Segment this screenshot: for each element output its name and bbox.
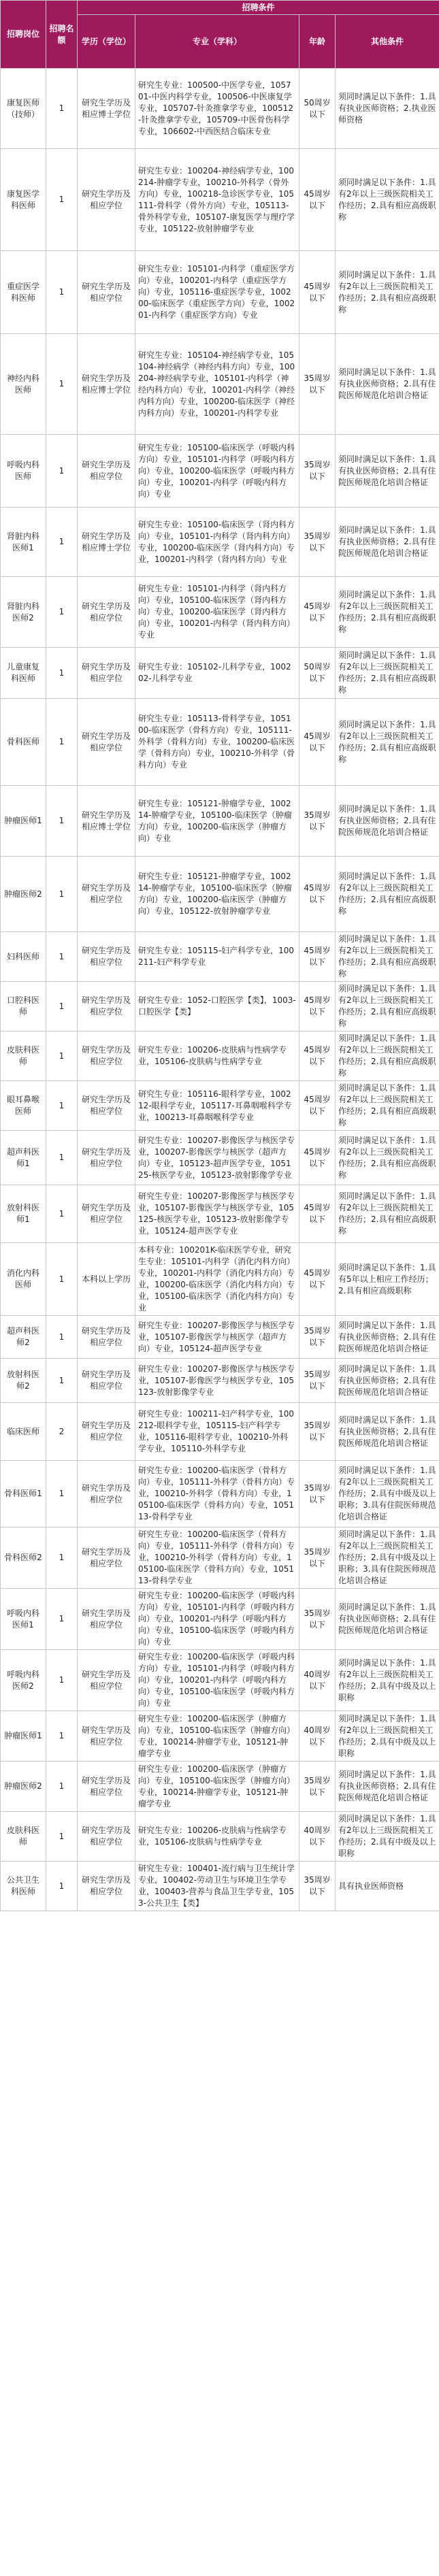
- cell-age: 35周岁以下: [299, 786, 336, 857]
- cell-age: 40周岁以下: [299, 1711, 336, 1762]
- cell-age: 35周岁以下: [299, 334, 336, 435]
- cell-other: 须同时满足以下条件：1.具有执业医师资格；2.执业医师资格: [336, 69, 439, 149]
- cell-other: 须同时满足以下条件：1.具有执业医师资格；2.具有住院医师规范化培训合格证: [336, 1359, 439, 1403]
- cell-other: 须同时满足以下条件：1.具有2年以上三级医院相关工作经历；2.具有中级及以上职称: [336, 1812, 439, 1862]
- cell-major: 研究生专业：105102-儿科学专业，100202-儿科学专业: [135, 648, 299, 699]
- cell-other: 须同时满足以下条件：1.具有执业医师资格；2.具有住院医师规范化培训合格证: [336, 334, 439, 435]
- cell-other: 须同时满足以下条件：1.具有5年以上相应工作经历；2.具有相应高级职称: [336, 1243, 439, 1316]
- table-row: [1, 577, 439, 648]
- cell-age: 35周岁以下: [299, 1359, 336, 1403]
- cell-post: 呼吸内科医师1: [1, 1589, 46, 1650]
- cell-edu: 研究生学历及相应学位: [78, 251, 135, 334]
- cell-major: 研究生专业：100200-临床医学（呼吸内科方向）专业，105101-内科学（呼吸内科方向）专业，100201-内科学（呼吸内科方向）专业，105100-临床医学（呼吸内科方向）专业: [135, 1650, 299, 1711]
- cell-edu: 研究生学历及相应学位: [78, 699, 135, 786]
- cell-edu: 研究生学历及相应学位: [78, 1316, 135, 1359]
- cell-count: 1: [46, 334, 78, 435]
- table-row: [1, 1862, 439, 1911]
- cell-other: 须同时满足以下条件：1.具有执业医师资格；2.具有住院医师规范化培训合格证: [336, 1403, 439, 1461]
- cell-age: 50周岁以下: [299, 69, 336, 149]
- cell-count: 1: [46, 1359, 78, 1403]
- cell-count: 2: [46, 1403, 78, 1461]
- cell-post: 骨科医师: [1, 699, 46, 786]
- cell-count: 1: [46, 857, 78, 932]
- cell-other: 须同时满足以下条件：1.具有2年以上三级医院相关工作经历；2.具有相应高级职称: [336, 1131, 439, 1185]
- cell-major: 研究生专业：100204-神经病学专业，100214-肿瘤学专业，100210-外科学（骨外方向）专业，100218-急诊医学专业，105111-骨科学（骨外方向）专业，105113-骨外科学专业，105107-康复医学与理疗学专业，105122-放射肿瘤学专业: [135, 149, 299, 251]
- table-row: [1, 149, 439, 251]
- cell-major: 研究生专业：100207-影像医学与核医学专业，105107-影像医学与核医学（超声方向）专业，105124-超声医学专业: [135, 1316, 299, 1359]
- cell-post: 放射科医师1: [1, 1185, 46, 1243]
- table-body: [1, 69, 439, 1911]
- table-row: [1, 334, 439, 435]
- table-row: [1, 1762, 439, 1812]
- cell-edu: 研究生学历及相应学位: [78, 1131, 135, 1185]
- cell-post: 皮肤科医师: [1, 1031, 46, 1081]
- cell-count: 1: [46, 1862, 78, 1911]
- cell-major: 研究生专业：100207-影像医学与核医学专业，105107-影像医学与核医学专业，105123-放射影像学专业: [135, 1359, 299, 1403]
- cell-major: 研究生专业：105100-临床医学（呼吸内科方向）专业，105101-内科学（呼吸内科方向）专业，100200-临床医学（呼吸内科方向）专业，100201-内科学（呼吸内科方向）专业: [135, 435, 299, 508]
- cell-major: 研究生专业：105113-骨科学专业，105100-临床医学（骨科方向）专业，105111-外科学（骨科方向）专业，100200-临床医学（骨科方向）专业，100210-外科学（骨科方向）专业: [135, 699, 299, 786]
- header-age: 年龄: [299, 15, 336, 69]
- cell-age: 45周岁以下: [299, 857, 336, 932]
- cell-age: 35周岁以下: [299, 1862, 336, 1911]
- cell-major: 研究生专业：105115-妇产科学专业，100211-妇产科学专业: [135, 932, 299, 982]
- cell-count: 1: [46, 149, 78, 251]
- cell-post: 妇科医师: [1, 932, 46, 982]
- cell-post: 消化内科医师: [1, 1243, 46, 1316]
- cell-other: 须同时满足以下条件：1.具有2年以上三级医院相关工作经历；2.具有中级及以上职称: [336, 1650, 439, 1711]
- table-row: [1, 648, 439, 699]
- cell-age: 45周岁以下: [299, 1031, 336, 1081]
- cell-major: 研究生专业：100200-临床医学（肿瘤方向）专业，105100-临床医学（肿瘤方向）专业，100214-肿瘤学专业，105121-肿瘤学专业: [135, 1762, 299, 1812]
- cell-count: 1: [46, 508, 78, 577]
- cell-age: 35周岁以下: [299, 508, 336, 577]
- cell-major: 研究生专业：105116-眼科学专业，100212-眼科学专业，105117-耳鼻咽喉科学专业，100213-耳鼻咽喉科学专业: [135, 1081, 299, 1131]
- cell-edu: 研究生学历及相应学位: [78, 1762, 135, 1812]
- header-row-1: [1, 1, 439, 15]
- cell-major: 研究生专业：100207-影像医学与核医学专业，100207-影像医学与核医学（超声方向）专业，105123-超声医学专业，105125-核医学专业，105123-放射影像学专业: [135, 1131, 299, 1185]
- table-row: [1, 1131, 439, 1185]
- cell-edu: 研究生学历及相应学位: [78, 1081, 135, 1131]
- cell-edu: 研究生学历及相应学位: [78, 1862, 135, 1911]
- cell-age: 45周岁以下: [299, 1131, 336, 1185]
- cell-count: 1: [46, 932, 78, 982]
- cell-major: 研究生专业：100401-流行病与卫生统计学专业，100402-劳动卫生与环境卫生学专业，100403-营养与食品卫生学专业，1053-公共卫生【类】: [135, 1862, 299, 1911]
- cell-count: 1: [46, 648, 78, 699]
- cell-post: 肾脏内科医师2: [1, 577, 46, 648]
- cell-post: 超声科医师1: [1, 1131, 46, 1185]
- cell-post: 肿瘤医师1: [1, 786, 46, 857]
- cell-post: 神经内科医师: [1, 334, 46, 435]
- cell-edu: 研究生学历及相应学位: [78, 1812, 135, 1862]
- cell-other: 须同时满足以下条件：1.具有2年以上三级医院相关工作经历；2.具有相应高级职称: [336, 251, 439, 334]
- cell-age: 35周岁以下: [299, 1403, 336, 1461]
- cell-other: 须同时满足以下条件：1.具有2年以上三级医院相关工作经历；2.具有中级及以上职称；3.具有住院医师规范化培训合格证: [336, 1528, 439, 1589]
- cell-other: 须同时满足以下条件：1.具有执业医师资格；2.具有住院医师规范化培训合格证: [336, 435, 439, 508]
- table-row: [1, 1650, 439, 1711]
- table-row: [1, 1359, 439, 1403]
- cell-major: 研究生专业：100206-皮肤病与性病学专业，105106-皮肤病与性病学专业: [135, 1031, 299, 1081]
- cell-other: 须同时满足以下条件：1.具有2年以上三级医院相关工作经历；2.具有相应高级职称: [336, 857, 439, 932]
- cell-count: 1: [46, 1031, 78, 1081]
- cell-post: 肿瘤医师2: [1, 1762, 46, 1812]
- cell-count: 1: [46, 1812, 78, 1862]
- cell-age: 35周岁以下: [299, 1461, 336, 1528]
- cell-post: 皮肤科医师: [1, 1812, 46, 1862]
- cell-other: 须同时满足以下条件：1.具有2年以上三级医院相关工作经历；2.具有相应高级职称: [336, 1185, 439, 1243]
- cell-other: 须同时满足以下条件：1.具有执业医师资格；2.具有住院医师规范化培训合格证: [336, 1762, 439, 1812]
- cell-edu: 研究生学历及相应学位: [78, 857, 135, 932]
- cell-count: 1: [46, 699, 78, 786]
- cell-other: 须同时满足以下条件：1.具有2年以上三级医院相关工作经历；2.具有相应高级职称: [336, 982, 439, 1031]
- cell-count: 1: [46, 577, 78, 648]
- table-row: [1, 69, 439, 149]
- table-row: [1, 1185, 439, 1243]
- cell-edu: 研究生学历及相应博士学位: [78, 69, 135, 149]
- cell-other: 须同时满足以下条件：1.具有2年以上三级医院相关工作经历；2.具有相应高级职称: [336, 149, 439, 251]
- cell-count: 1: [46, 1081, 78, 1131]
- cell-count: 1: [46, 251, 78, 334]
- cell-major: 研究生专业：105121-肿瘤学专业，100214-肿瘤学专业，105100-临床医学（肿瘤方向）专业，100200-临床医学（肿瘤方向）专业，105122-放射肿瘤学专业: [135, 857, 299, 932]
- cell-post: 肿瘤医师2: [1, 857, 46, 932]
- cell-edu: 研究生学历及相应学位: [78, 149, 135, 251]
- cell-age: 45周岁以下: [299, 1185, 336, 1243]
- header-post: 招聘岗位: [1, 1, 46, 69]
- cell-age: 35周岁以下: [299, 1589, 336, 1650]
- cell-other: 须同时满足以下条件：1.具有执业医师资格；2.具有住院医师规范化培训合格证: [336, 508, 439, 577]
- cell-other: 须同时满足以下条件：1.具有2年以上三级医院相关工作经历；2.具有相应高级职称: [336, 932, 439, 982]
- cell-edu: 研究生学历及相应学位: [78, 1185, 135, 1243]
- cell-other: 须同时满足以下条件：1.具有2年以上三级医院相关工作经历；2.具有相应高级职称: [336, 648, 439, 699]
- cell-edu: 研究生学历及相应学位: [78, 1461, 135, 1528]
- cell-other: 须同时满足以下条件：1.具有2年以上三级医院相关工作经历；2.具有中级及以上职称: [336, 1711, 439, 1762]
- cell-post: 公共卫生科医师: [1, 1862, 46, 1911]
- table-row: [1, 1589, 439, 1650]
- header-other: 其他条件: [336, 15, 439, 69]
- cell-age: 45周岁以下: [299, 1081, 336, 1131]
- cell-other: 须同时满足以下条件：1.具有2年以上三级医院相关工作经历；2.具有相应高级职称: [336, 1031, 439, 1081]
- cell-edu: 研究生学历及相应学位: [78, 1031, 135, 1081]
- cell-count: 1: [46, 435, 78, 508]
- cell-count: 1: [46, 1243, 78, 1316]
- cell-edu: 研究生学历及相应学位: [78, 982, 135, 1031]
- cell-major: 研究生专业：100200-临床医学（肿瘤方向）专业，105100-临床医学（肿瘤方向）专业，100214-肿瘤学专业，105121-肿瘤学专业: [135, 1711, 299, 1762]
- table-row: [1, 251, 439, 334]
- cell-edu: 研究生学历及相应学位: [78, 577, 135, 648]
- cell-post: 肿瘤医师1: [1, 1711, 46, 1762]
- header-group: 招聘条件: [78, 1, 439, 15]
- cell-count: 1: [46, 1711, 78, 1762]
- table-row: [1, 699, 439, 786]
- cell-age: 45周岁以下: [299, 932, 336, 982]
- cell-count: 1: [46, 1589, 78, 1650]
- cell-major: 研究生专业：100207-影像医学与核医学专业，105107-影像医学与核医学专业，105125-核医学专业，105123-放射影像学专业，105124-超声医学专业: [135, 1185, 299, 1243]
- table-row: [1, 786, 439, 857]
- table-row: [1, 435, 439, 508]
- cell-other: 须同时满足以下条件：1.具有执业医师资格；2.具有住院医师规范化培训合格证: [336, 1589, 439, 1650]
- table-row: [1, 1403, 439, 1461]
- cell-age: 45周岁以下: [299, 251, 336, 334]
- table-row: [1, 1461, 439, 1528]
- cell-edu: 研究生学历及相应学位: [78, 1528, 135, 1589]
- cell-age: 40周岁以下: [299, 1650, 336, 1711]
- header-edu: 学历（学位）: [78, 15, 135, 69]
- cell-post: 超声科医师2: [1, 1316, 46, 1359]
- cell-age: 40周岁以下: [299, 1812, 336, 1862]
- cell-post: 重症医学科医师: [1, 251, 46, 334]
- cell-age: 35周岁以下: [299, 1762, 336, 1812]
- cell-post: 儿童康复科医师: [1, 648, 46, 699]
- cell-other: 须同时满足以下条件：1.具有2年以上三级医院相关工作经历；2.具有中级及以上职称；3.具有住院医师规范化培训合格证: [336, 1461, 439, 1528]
- cell-age: 50周岁以下: [299, 648, 336, 699]
- cell-edu: 研究生学历及相应博士学位: [78, 786, 135, 857]
- table-row: [1, 1243, 439, 1316]
- cell-major: 研究生专业：100200-临床医学（骨科方向）专业，105111-外科学（骨科方向）专业，100210-外科学（骨科方向）专业，105100-临床医学（骨科方向）专业，105113-骨科学专业: [135, 1528, 299, 1589]
- cell-post: 口腔科医师: [1, 982, 46, 1031]
- table-row: [1, 1528, 439, 1589]
- cell-post: 呼吸内科医师2: [1, 1650, 46, 1711]
- table-row: [1, 1711, 439, 1762]
- table-row: [1, 857, 439, 932]
- cell-other: 具有执业医师资格: [336, 1862, 439, 1911]
- cell-other: 须同时满足以下条件：1.具有2年以上三级医院相关工作经历；2.具有相应高级职称: [336, 1081, 439, 1131]
- cell-count: 1: [46, 1650, 78, 1711]
- header-count: 招聘名额: [46, 1, 78, 69]
- cell-age: 45周岁以下: [299, 149, 336, 251]
- cell-major: 研究生专业：105104-神经病学专业，105104-神经病学（神经内科方向）专业，100204-神经病学专业，105101-内科学（神经内科方向）专业，100201-内科学（神经内科方向）专业，100200-临床医学（神经内科方向）专业，100201-内科学专业: [135, 334, 299, 435]
- cell-major: 研究生专业：1052-口腔医学【类】，1003-口腔医学【类】: [135, 982, 299, 1031]
- cell-other: 须同时满足以下条件：1.具有2年以上三级医院相关工作经历；2.具有相应高级职称: [336, 699, 439, 786]
- cell-post: 呼吸内科医师: [1, 435, 46, 508]
- table-row: [1, 1031, 439, 1081]
- cell-edu: 研究生学历及相应学位: [78, 1650, 135, 1711]
- cell-edu: 研究生学历及相应学位: [78, 1711, 135, 1762]
- cell-age: 45周岁以下: [299, 1243, 336, 1316]
- cell-post: 肾脏内科医师1: [1, 508, 46, 577]
- cell-edu: 研究生学历及相应学位: [78, 648, 135, 699]
- cell-count: 1: [46, 69, 78, 149]
- table-row: [1, 1812, 439, 1862]
- cell-major: 研究生专业：100500-中医学专业，105701-中医内科学专业，100506-中医康复学专业，105707-针灸推拿学专业，100512-针灸推拿学专业，105709-中医骨伤科学专业，106602-中西医结合临床专业: [135, 69, 299, 149]
- cell-post: 康复医学科医师: [1, 149, 46, 251]
- cell-count: 1: [46, 1131, 78, 1185]
- cell-post: 临床医师: [1, 1403, 46, 1461]
- cell-post: 骨科医师1: [1, 1461, 46, 1528]
- table-row: [1, 508, 439, 577]
- cell-major: 研究生专业：100200-临床医学（呼吸内科方向）专业，105101-内科学（呼吸内科方向）专业，100201-内科学（呼吸内科方向）专业，105100-临床医学（呼吸内科方向）专业: [135, 1589, 299, 1650]
- table-row: [1, 982, 439, 1031]
- cell-major: 研究生专业：105121-肿瘤学专业，100214-肿瘤学专业，105100-临床医学（肿瘤方向）专业，100200-临床医学（肿瘤方向）专业: [135, 786, 299, 857]
- table-row: [1, 1081, 439, 1131]
- cell-age: 35周岁以下: [299, 1528, 336, 1589]
- cell-age: 45周岁以下: [299, 699, 336, 786]
- cell-edu: 研究生学历及相应博士学位: [78, 334, 135, 435]
- cell-age: 35周岁以下: [299, 435, 336, 508]
- cell-major: 研究生专业：105101-内科学（重症医学方向）专业，100201-内科学（重症医学方向）专业，105116-重症医学专业，100200-临床医学（重症医学方向）专业，100201-内科学（重症医学方向）专业: [135, 251, 299, 334]
- cell-age: 35周岁以下: [299, 1316, 336, 1359]
- cell-count: 1: [46, 1461, 78, 1528]
- cell-count: 1: [46, 982, 78, 1031]
- cell-count: 1: [46, 1185, 78, 1243]
- header-major: 专业（学科）: [135, 15, 299, 69]
- cell-edu: 研究生学历及相应学位: [78, 1359, 135, 1403]
- cell-edu: 研究生学历及相应博士学位: [78, 508, 135, 577]
- cell-count: 1: [46, 1316, 78, 1359]
- cell-major: 研究生专业：105101-内科学（肾内科方向）专业，105100-临床医学（肾内科方向）专业，100200-临床医学（肾内科方向）专业，100201-内科学（肾内科方向）专业: [135, 577, 299, 648]
- cell-major: 研究生专业：100206-皮肤病与性病学专业，105106-皮肤病与性病学专业: [135, 1812, 299, 1862]
- table-row: [1, 932, 439, 982]
- cell-edu: 研究生学历及相应学位: [78, 435, 135, 508]
- cell-other: 须同时满足以下条件：1.具有执业医师资格；2.具有住院医师规范化培训合格证: [336, 1316, 439, 1359]
- cell-post: 眼耳鼻喉医师: [1, 1081, 46, 1131]
- table-row: [1, 1316, 439, 1359]
- cell-count: 1: [46, 1762, 78, 1812]
- cell-other: 须同时满足以下条件：1.具有2年以上三级医院相关工作经历；2.具有相应高级职称: [336, 577, 439, 648]
- cell-major: 研究生专业：100200-临床医学（骨科方向）专业，105111-外科学（骨科方向）专业，100210-外科学（骨科方向）专业，105100-临床医学（骨科方向）专业，105113-骨科学专业: [135, 1461, 299, 1528]
- cell-post: 康复医师（技师）: [1, 69, 46, 149]
- cell-major: 本科专业：100201K-临床医学专业，研究生专业：105101-内科学（消化内科方向）专业，100201-内科学（消化内科方向）专业，100200-临床医学（消化内科方向）专业，105100-临床医学（消化内科方向）专业: [135, 1243, 299, 1316]
- cell-edu: 研究生学历及相应学位: [78, 1403, 135, 1461]
- cell-age: 45周岁以下: [299, 577, 336, 648]
- cell-edu: 研究生学历及相应学位: [78, 1589, 135, 1650]
- cell-post: 放射科医师2: [1, 1359, 46, 1403]
- cell-age: 45周岁以下: [299, 982, 336, 1031]
- cell-major: 研究生专业：105100-临床医学（肾内科方向）专业，105101-内科学（肾内科方向）专业，100200-临床医学（肾内科方向）专业，100201-内科学（肾内科方向）专业: [135, 508, 299, 577]
- cell-post: 骨科医师2: [1, 1528, 46, 1589]
- cell-edu: 研究生学历及相应学位: [78, 932, 135, 982]
- cell-major: 研究生专业：100211-妇产科学专业，100212-眼科学专业，105115-妇产科学专业，105116-眼科学专业，100210-外科学专业，105110-外科学专业: [135, 1403, 299, 1461]
- cell-count: 1: [46, 786, 78, 857]
- cell-other: 须同时满足以下条件：1.具有执业医师资格；2.具有住院医师规范化培训合格证: [336, 786, 439, 857]
- cell-count: 1: [46, 1528, 78, 1589]
- cell-edu: 本科以上学历: [78, 1243, 135, 1316]
